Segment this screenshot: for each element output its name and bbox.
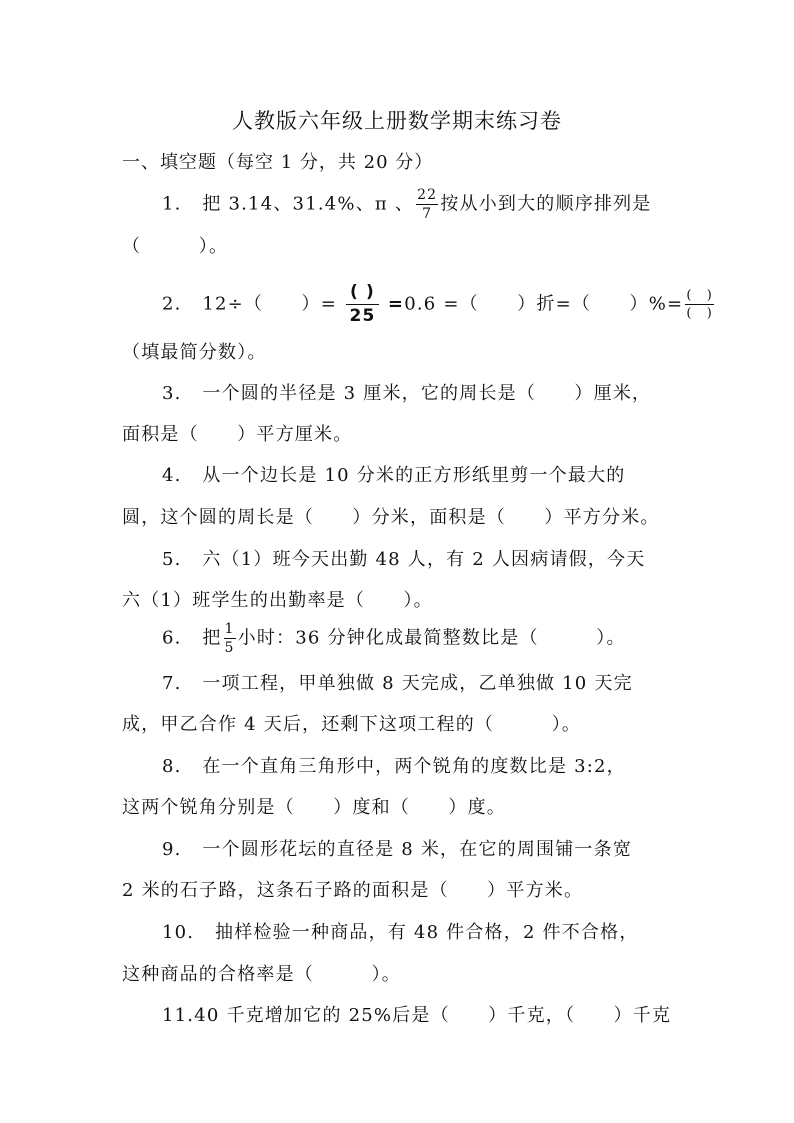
question-1 bbox=[162, 188, 652, 221]
fraction bbox=[685, 289, 714, 320]
question-8-continued: 这两个锐角分别是（ ）度和（ ）度。 bbox=[122, 797, 506, 818]
question-text: 把 3.14、31.4%、π 、 bbox=[202, 193, 415, 215]
fraction-numerator: 1 bbox=[224, 621, 235, 637]
question-number: 10. bbox=[162, 922, 195, 943]
fraction-numerator: ( ) bbox=[346, 284, 379, 305]
question-text: 在一个直角三角形中，两个锐角的度数比是 3:2， bbox=[202, 756, 626, 777]
question-7 bbox=[162, 669, 633, 695]
question-6 bbox=[162, 622, 626, 655]
question-11 bbox=[162, 1001, 671, 1027]
question-text: 12÷（ ）= bbox=[202, 293, 338, 315]
question-text: 一个圆的半径是 3 厘米，它的周长是（ ）厘米， bbox=[202, 383, 652, 404]
question-number: 9. bbox=[162, 839, 182, 860]
equals-sign: = bbox=[387, 293, 405, 315]
question-8 bbox=[162, 752, 626, 778]
fraction-denominator: ( ) bbox=[686, 306, 714, 321]
question-number: 8. bbox=[162, 756, 182, 777]
page-title: 人教版六年级上册数学期末练习卷 bbox=[232, 109, 562, 133]
question-10-continued: 这种商品的合格率是（ ）。 bbox=[122, 964, 401, 985]
fraction-numerator: ( ) bbox=[686, 288, 714, 303]
fraction bbox=[346, 284, 379, 325]
fraction-denominator: 5 bbox=[224, 640, 235, 656]
question-text: 抽样检验一种商品，有 48 件合格，2 件不合格， bbox=[215, 922, 639, 943]
question-9 bbox=[162, 835, 632, 861]
question-text: 按从小到大的顺序排列是 bbox=[440, 193, 652, 215]
fraction bbox=[224, 622, 236, 655]
question-10 bbox=[162, 918, 639, 944]
question-2-continued: （填最简分数）。 bbox=[122, 342, 267, 363]
question-number: 1. bbox=[162, 193, 182, 215]
section-heading: 一、填空题（每空 1 分，共 20 分） bbox=[122, 152, 434, 173]
fraction-numerator: 22 bbox=[417, 187, 438, 203]
question-number: 3. bbox=[162, 383, 182, 404]
fraction-denominator: 25 bbox=[349, 306, 376, 326]
question-3-continued: 面积是（ ）平方厘米。 bbox=[122, 424, 353, 445]
question-number: 6. bbox=[162, 627, 182, 649]
question-9-continued: 2 米的石子路，这条石子路的面积是（ ）平方米。 bbox=[122, 880, 584, 901]
question-text: 0.6 =（ ）折=（ ）%= bbox=[404, 293, 684, 315]
question-number: 4. bbox=[162, 465, 182, 486]
question-4 bbox=[162, 461, 626, 487]
question-1-continued: （ ）。 bbox=[122, 236, 229, 257]
question-text: 一个圆形花坛的直径是 8 米，在它的周围铺一条宽 bbox=[202, 839, 633, 860]
question-4-continued: 圆，这个圆的周长是（ ）分米，面积是（ ）平方分米。 bbox=[122, 507, 660, 528]
question-number: 7. bbox=[162, 673, 182, 694]
fraction bbox=[416, 188, 438, 221]
question-3 bbox=[162, 379, 651, 405]
question-5-continued: 六（1）班学生的出勤率是（ ）。 bbox=[122, 590, 433, 611]
question-7-continued: 成，甲乙合作 4 天后，还剩下这项工程的（ ）。 bbox=[122, 714, 582, 735]
question-number: 5. bbox=[162, 549, 182, 570]
question-2 bbox=[162, 284, 716, 325]
question-number: 2. bbox=[162, 293, 182, 315]
question-5 bbox=[162, 545, 645, 571]
question-text: 把 bbox=[202, 627, 222, 649]
question-text: 小时：36 分钟化成最简整数比是（ ）。 bbox=[237, 627, 626, 649]
question-text: 从一个边长是 10 分米的正方形纸里剪一个最大的 bbox=[202, 465, 626, 486]
question-text: 一项工程，甲单独做 8 天完成，乙单独做 10 天完 bbox=[202, 673, 633, 694]
fraction-denominator: 7 bbox=[422, 206, 433, 222]
question-text: 11.40 千克增加它的 25%后是（ ）千克，（ ）千克 bbox=[162, 1005, 672, 1026]
question-text: 六（1）班今天出勤 48 人，有 2 人因病请假，今天 bbox=[202, 549, 646, 570]
